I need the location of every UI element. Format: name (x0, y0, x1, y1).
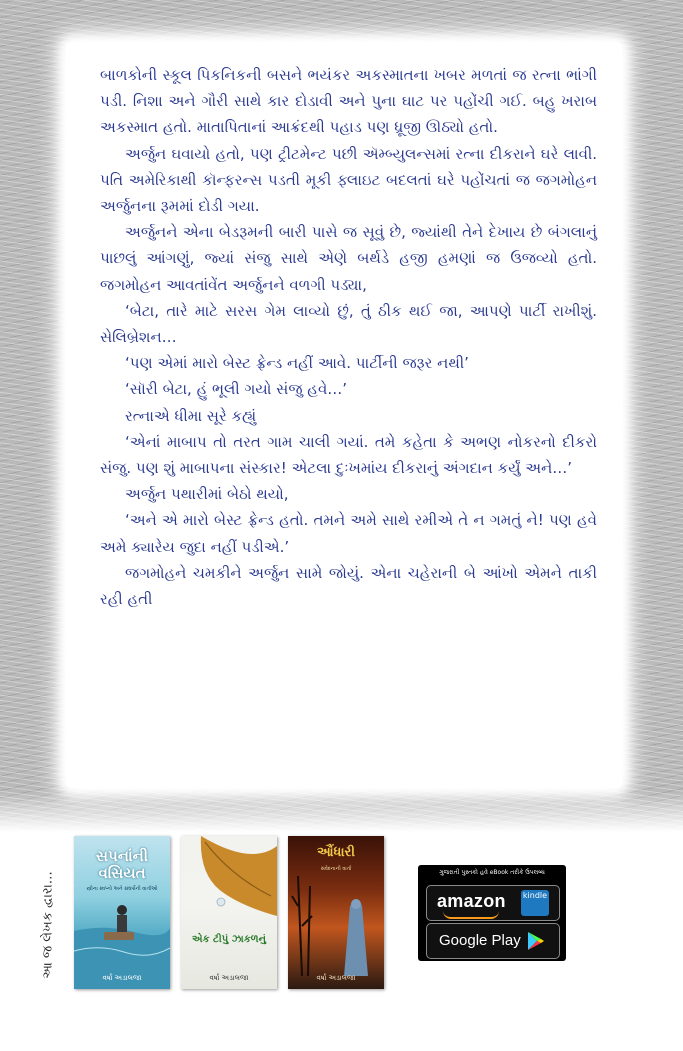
story-paragraph: રત્નાએ ધીમા સૂરે કહ્યું (125, 406, 257, 425)
book-author: વર્ષા અડાલજા (102, 974, 142, 982)
book-subtitle: સ્ત્રીના સ્વપ્નો અને સંઘર્ષોની વાર્તાઓ (86, 886, 158, 892)
kindle-badge: kindle (521, 890, 549, 916)
story-paragraph: અર્જુન ઘવાયો હતો, પણ ટ્રીટમેન્ટ પછી ઍમ્બ્યુલન્સમાં રત્ના દીકરાને ઘરે લાવી. પતિ અમેરિકાથી કૉન્ફરન્સ પડતી મૂકી ફ્લાઇટ બદલતાં ઘરે પહોંચતાં જ જગમોહન અર્જુનના રૂમમાં દોડી ગયા. (100, 144, 597, 216)
book-cover-sapnani-vasiyat[interactable] (74, 836, 170, 989)
amazon-kindle-button[interactable] (426, 885, 560, 921)
google-play-button[interactable] (426, 923, 560, 959)
story-paragraph: ‘પણ એમાં મારો બેસ્ટ ફ્રેન્ડ નહીં આવે. પાર્ટીની જરૂર નથી’ (125, 354, 469, 373)
story-paragraph: બાળકોની સ્કૂલ પિકનિકની બસને ભયંકર અકસ્માતના ખબર મળતાં જ રત્ના ભાંગી પડી. નિશા અને ગૌરી સાથે કાર દોડાવી અને પુના ઘાટ પર પહોંચી ગઈ. બહુ ખરાબ અકસ્માત હતો. માતાપિતાનાં આક્રંદથી પહાડ પણ ધ્રૂજી ઊઠ્યો હતો. (100, 66, 597, 137)
book-subtitle: સંવેદનાની વાર્તા (320, 866, 352, 872)
story-paragraph: અર્જુનને એના બેડરૂમની બારી પાસે જ સૂવું છે, જ્યાંથી તેને દેખાય છે બંગલાનું પાછલું આંગણું, જ્યાં સંજુ સાથે એણે બર્થડે હજી હમણાં જ ઉજવ્યો હતો. જગમોહન આવતાંવેંત અર્જુનને વળગી પડ્યા, (100, 223, 597, 294)
story-text (100, 62, 597, 612)
story-paragraph: ‘એનાં માબાપ તો તરત ગામ ચાલી ગયાં. તમે કહેતા કે અભણ નોકરનો દીકરો સંજુ. પણ શું માબાપના સંસ્કાર! એટલા દુઃખમાંય દીકરાનું અંગદાન કર્યું અને…’ (100, 432, 597, 478)
story-paragraph: ‘અને એ મારો બેસ્ટ ફ્રેન્ડ હતો. તમને અમે સાથે રમીએ તે ન ગમતું ને! પણ હવે અમે ક્યારેય જુદા નહીં પડીએ.’ (100, 511, 597, 556)
book-cover-andhari[interactable] (288, 836, 384, 989)
book-title: એક ટીપું ઝાકળનું (191, 934, 267, 945)
play-store-icon (527, 931, 545, 951)
google-play-label: Google Play (439, 932, 521, 949)
story-paragraph: ‘બેટા, તારે માટે સરસ ગેમ લાવ્યો છું, તું ઠીક થઈ જા, આપણે પાર્ટી રાખીશું. સેલિબ્રેશન… (100, 301, 597, 347)
panel-heading: ગુજરાતી પુસ્તકો હવે eBook તરીકે ઉપલબ્ધ (439, 869, 545, 876)
story-paragraph: જગમોહને ચમકીને અર્જુન સામે જોયું. એના ચહેરાની બે આંખો એમને તાકી રહી હતી (100, 563, 597, 609)
book-title: ઔંધારી (317, 845, 355, 860)
story-paragraph: ‘સૉરી બેટા, હું ભૂલી ગયો સંજુ હવે…’ (125, 380, 348, 399)
amazon-smile-icon (443, 911, 499, 919)
leaf-illustration (181, 836, 277, 989)
amazon-logo: amazon (437, 891, 506, 911)
author-promo-label: આ જ લેખક દ્વારા… (40, 871, 56, 979)
book-cover-ek-tipu-zakalnu[interactable] (181, 836, 277, 989)
book-author: વર્ષા અડાલજા (316, 974, 356, 982)
story-paragraph: અર્જુન પથારીમાં બેઠો થયો, (125, 485, 289, 504)
ebook-store-panel (418, 865, 566, 961)
book-author: વર્ષા અડાલજા (209, 974, 249, 982)
book-title: સપનાંની વસિયત (95, 847, 149, 882)
